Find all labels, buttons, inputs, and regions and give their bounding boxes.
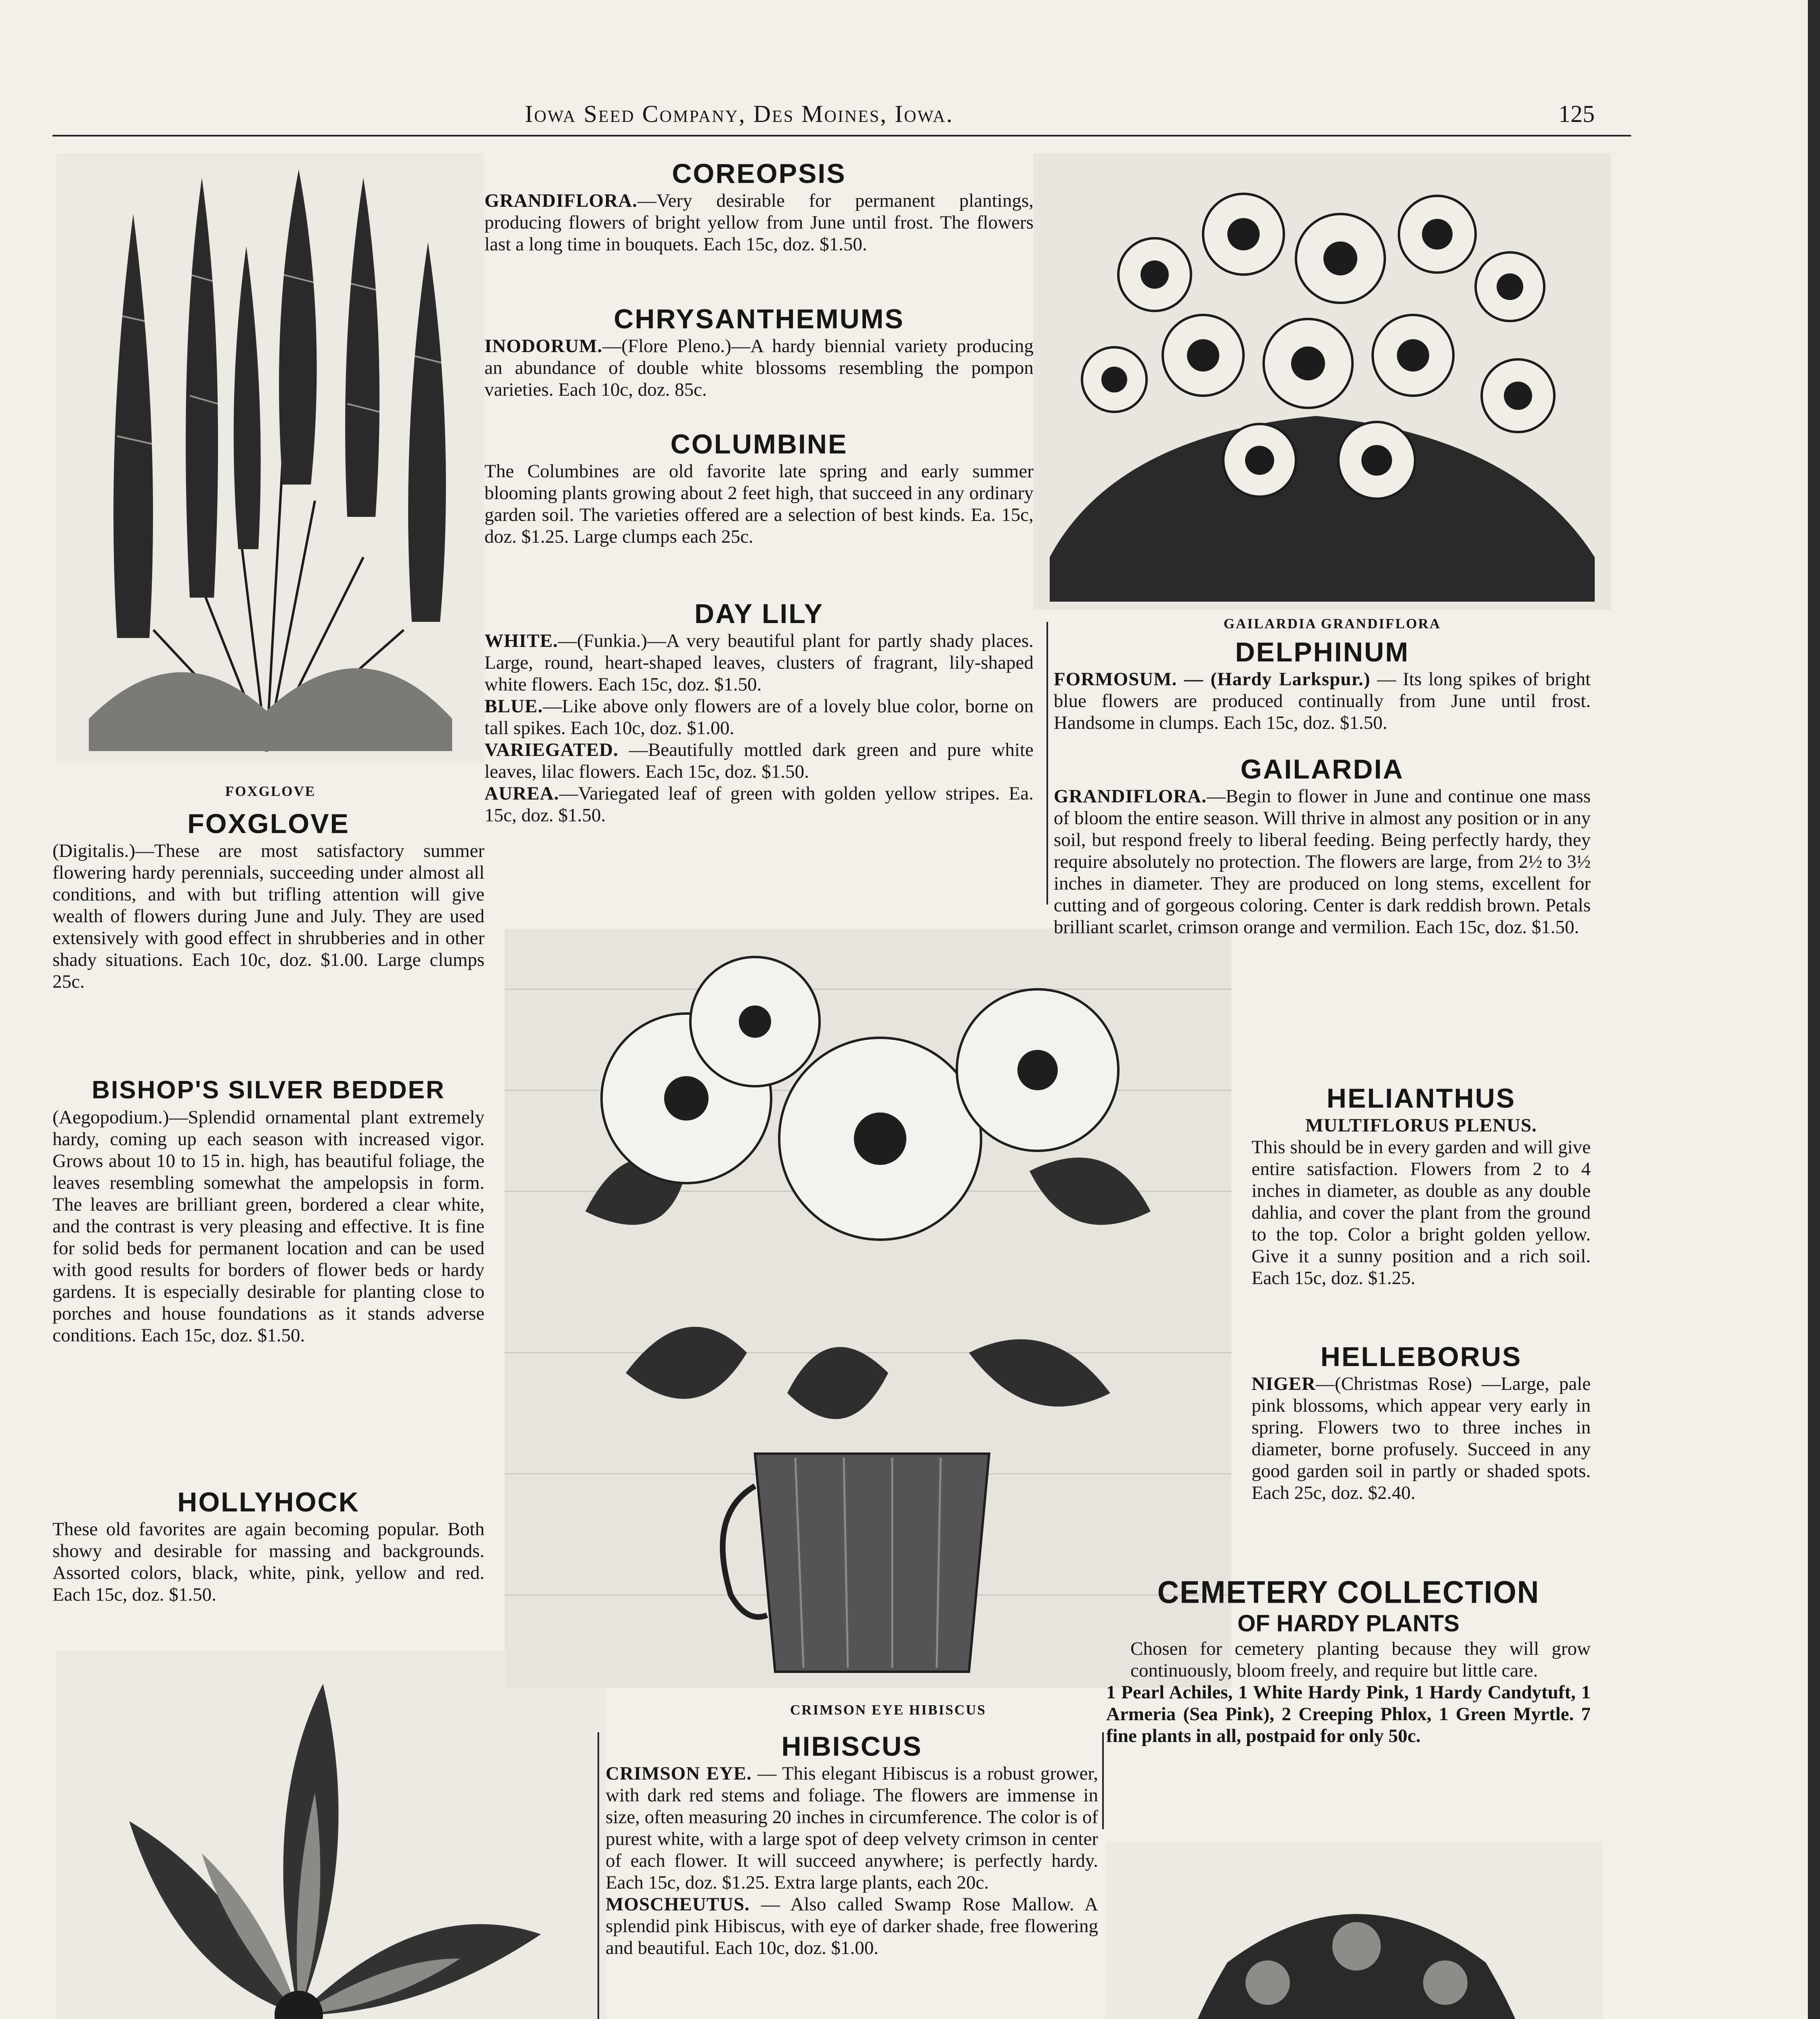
cemetery-title: CEMETERY COLLECTION: [1157, 1574, 1540, 1610]
foxglove-title: FOXGLOVE: [187, 808, 350, 839]
chrysanthemums-section: [484, 303, 1034, 401]
foxglove-illustration: [57, 153, 484, 763]
day-lily-white: [484, 630, 1034, 695]
gailardia-caption: GAILARDIA GRANDIFLORA: [1223, 616, 1441, 632]
foxglove-caption: FOXGLOVE: [225, 783, 316, 799]
delphinum-lead: FORMOSUM. — (Hardy Larkspur.): [1054, 669, 1371, 690]
delphinum-text: [1054, 668, 1591, 734]
helianthus-lead-text: MULTIFLORUS PLENUS.: [1305, 1115, 1537, 1136]
helianthus-lead: [1252, 1114, 1591, 1136]
day-lily-blue-lead: BLUE.: [484, 696, 543, 717]
coreopsis-text: [484, 190, 1034, 255]
helianthus-title: HELIANTHUS: [1326, 1083, 1516, 1114]
hibiscus-moscheutus-lead: MOSCHEUTUS.: [606, 1894, 750, 1915]
helianthus-text: This should be in every garden and will give entire satisfaction. Flowers from 2 to 4 inches in diameter, as double as any double dahlia, and cover the plant from the ground to the top. Color a bright golden yellow. Give it a sunny position and a rich soil. Each 15c, doz. $1.25.: [1252, 1137, 1591, 1289]
gailardia-section: [1054, 753, 1591, 938]
helleborus-section: [1252, 1341, 1591, 1504]
hollyhock-title: HOLLYHOCK: [177, 1487, 360, 1517]
day-lily-blue: [484, 695, 1034, 739]
day-lily-variegated: [484, 739, 1034, 783]
coreopsis-body: —Very desirable for permanent plantings, producing flowers of bright yellow from June until frost. The flowers last a long time in bouquets. Each 15c, doz. $1.50.: [484, 190, 1034, 255]
bishops-section: [52, 1074, 484, 1346]
column-divider-1: [1046, 622, 1048, 905]
binding-edge: [1808, 0, 1820, 2019]
hollyhock-text: These old favorites are again becoming popular. Both showy and desirable for massing and backgrounds. Assorted colors, black, white, pink, yellow and red. Each 15c, doz. $1.50.: [52, 1519, 484, 1605]
day-lily-blue-body: —Like above only flowers are of a lovely blue color, borne on tall spikes. Each 10c, doz. $1.00.: [484, 696, 1034, 739]
hibiscus-section: [606, 1730, 1098, 1959]
column-divider-hemerocalis: [598, 1732, 599, 2019]
day-lily-white-lead: WHITE.: [484, 630, 558, 651]
hibiscus-crimson-body: — This elegant Hibiscus is a robust grower, with dark red stems and foliage. The flowers are immense in size, often measuring 20 inches in circumference. The color is of purest white, with a large spot of deep velvety crimson in center of each flower. It will succeed anywhere; is perfectly hardy. Each 15c, doz. $1.25. Extra large plants, each 20c.: [606, 1763, 1098, 1893]
cemetery-list: 1 Pearl Achiles, 1 White Hardy Pink, 1 Hardy Candytuft, 1 Armeria (Sea Pink), 2 Creeping Phlox, 1 Green Myrtle. 7 fine plants in all, postpaid for only 50c.: [1106, 1682, 1591, 1746]
delphinum-body: — Its long spikes of bright blue flowers are produced continually from June until frost. Handsome in clumps. Each 15c, doz. $1.50.: [1054, 669, 1591, 733]
hibiscus-title: HIBISCUS: [781, 1731, 923, 1762]
hollyhock-section: [52, 1486, 484, 1606]
cemetery-intro: Chosen for cemetery planting because they will grow continuously, bloom freely, and require but little care.: [1130, 1638, 1591, 1681]
hibiscus-moscheutus-body: — Also called Swamp Rose Mallow. A splendid pink Hibiscus, with eye of darker shade, free flowering and beautiful. Each 10c, doz. $1.00.: [606, 1894, 1098, 1958]
day-lily-aurea: [484, 783, 1034, 826]
hibiscus-moscheutus: [606, 1893, 1098, 1959]
coreopsis-section: [484, 157, 1034, 255]
gailardia-text: [1054, 785, 1591, 938]
chrysanthemums-title: CHRYSANTHEMUMS: [614, 304, 904, 334]
chrysanthemums-text: [484, 335, 1034, 401]
day-lily-variegated-lead: VARIEGATED.: [484, 739, 619, 760]
gailardia-title: GAILARDIA: [1240, 754, 1404, 785]
helleborus-body: —(Christmas Rose) —Large, pale pink blossoms, which appear very early in spring. Flowers two to three inches in diameter, borne profusely. Succeed in any good garden soil in partly or shaded spots. Each 25c, doz. $2.40.: [1252, 1373, 1591, 1503]
helleborus-lead: NIGER: [1252, 1373, 1316, 1394]
coreopsis-lead: GRANDIFLORA.: [484, 190, 637, 211]
gailardia-body: —Begin to flower in June and continue one mass of bloom the entire season. Will thrive in almost any position or in any soil, but respond freely to liberal feeding. Being perfectly hardy, they require absolutely no protection. The flowers are large, from 2½ to 3½ inches in diameter. They are produced on long stems, excellent for cutting and of gorgeous coloring. Center is dark reddish brown. Petals brilliant scarlet, crimson orange and vermilion. Each 15c, doz. $1.50.: [1054, 786, 1591, 938]
delphinum-title: DELPHINUM: [1235, 637, 1409, 667]
page-header-title: Iowa Seed Company, Des Moines, Iowa.: [525, 101, 954, 127]
helleborus-title: HELLEBORUS: [1320, 1341, 1522, 1372]
day-lily-title: DAY LILY: [694, 598, 824, 629]
foxglove-section: [52, 808, 484, 993]
hibiscus-crimson: [606, 1763, 1098, 1893]
helianthus-illustration: [1106, 1841, 1603, 2019]
gailardia-lead: GRANDIFLORA.: [1054, 786, 1207, 807]
delphinum-section: [1054, 636, 1591, 734]
columbine-text: The Columbines are old favorite late spring and early summer blooming plants growing about 2 feet high, that succeed in any ordinary garden soil. The varieties offered are a selection of best kinds. Ea. 15c, doz. $1.25. Large clumps each 25c.: [484, 461, 1034, 547]
cemetery-subtitle: OF HARDY PLANTS: [1237, 1610, 1459, 1637]
page-header: [0, 100, 1808, 136]
foxglove-text: (Digitalis.)—These are most satisfactory summer flowering hardy perennials, succeeding under almost all conditions, and with but trifling attention will give wealth of flowers during June and July. They are used extensively with good effect in shrubberies and in other shady situations. Each 10c, doz. $1.00. Large clumps 25c.: [52, 840, 484, 992]
cemetery-section: [1106, 1575, 1591, 1747]
day-lily-section: [484, 598, 1034, 826]
hemerocalis-illustration: [57, 1652, 606, 2019]
header-rule: [52, 135, 1631, 136]
day-lily-aurea-body: —Variegated leaf of green with golden yellow stripes. Ea. 15c, doz. $1.50.: [484, 783, 1034, 826]
bishops-text: (Aegopodium.)—Splendid ornamental plant extremely hardy, coming up each season with increased vigor. Grows about 10 to 15 in. high, has beautiful foliage, the leaves resembling somewhat the ampelopsis in form. The leaves are brilliant green, bordered a clear white, and the contrast is very pleasing and effective. It is fine for solid beds for permanent location and can be used with good results for borders of flower beds or hardy gardens. It is especially desirable for planting close to porches and house foundations as it stands adverse conditions. Each 15c, doz. $1.50.: [52, 1107, 484, 1346]
hibiscus-caption: CRIMSON EYE HIBISCUS: [790, 1702, 986, 1718]
column-divider-cemetery: [1102, 1732, 1104, 1829]
page-number: 125: [1558, 101, 1595, 127]
helleborus-text: [1252, 1373, 1591, 1504]
chrysanthemums-lead: INODORUM.: [484, 336, 603, 357]
helianthus-section: [1252, 1082, 1591, 1289]
chrysanthemums-body: —(Flore Pleno.)—A hardy biennial variety producing an abundance of double white blossoms resembling the pompon varieties. Each 10c, doz. 85c.: [484, 336, 1034, 400]
bishops-title: BISHOP'S SILVER BEDDER: [92, 1076, 445, 1104]
day-lily-variegated-body: —Beautifully mottled dark green and pure white leaves, lilac flowers. Each 15c, doz. $1.50.: [484, 739, 1034, 782]
columbine-section: [484, 428, 1034, 548]
coreopsis-title: COREOPSIS: [672, 158, 846, 189]
columbine-title: COLUMBINE: [670, 429, 848, 460]
hibiscus-crimson-lead: CRIMSON EYE.: [606, 1763, 752, 1784]
day-lily-white-body: —(Funkia.)—A very beautiful plant for partly shady places. Large, round, heart-shaped leaves, clusters of fragrant, lily-shaped white flowers. Each 15c, doz. $1.50.: [484, 630, 1034, 695]
gailardia-illustration: [1034, 153, 1611, 610]
day-lily-aurea-lead: AUREA.: [484, 783, 559, 804]
